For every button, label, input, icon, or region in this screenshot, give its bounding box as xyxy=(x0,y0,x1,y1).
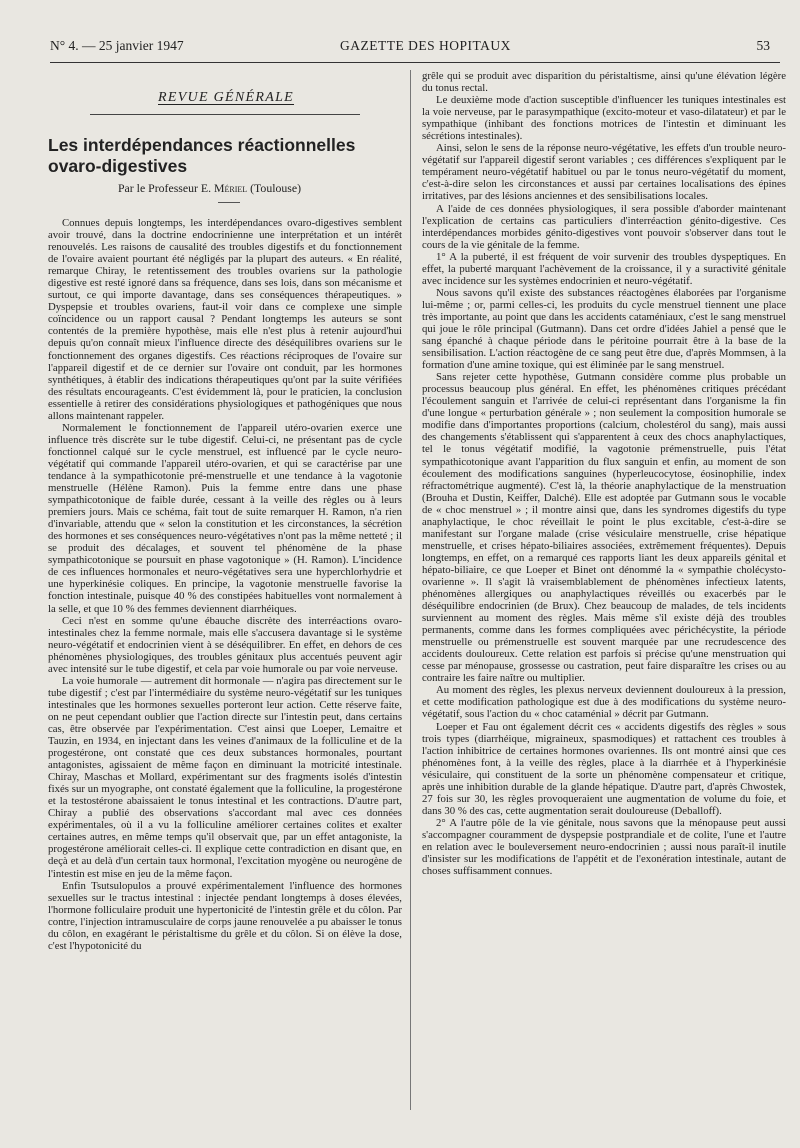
paragraph: A l'aide de ces données physiologiques, il sera possible d'aborder maintenant l'explication de certains cas particuliers d'interréaction génito-digestive. Ces interdépendances morbides génito-digestives vont pouvoir s'observer dans tout le cours de la vie génitale de la femme. xyxy=(422,202,786,251)
journal-title: GAZETTE DES HOPITAUX xyxy=(340,38,511,53)
paragraph: grêle qui se produit avec disparition du péristaltisme, ainsi qu'une élévation légère du tonus rectal. xyxy=(422,70,786,95)
right-column xyxy=(422,70,786,877)
page-header xyxy=(50,38,782,62)
title-dash xyxy=(218,202,240,203)
author-name: Mériel xyxy=(214,181,248,195)
page-number: 53 xyxy=(756,38,770,53)
paragraph: Normalement le fonctionnement de l'appareil utéro-ovarien exerce une influence très discrète sur le tube digestif. Celui-ci, ne présentant pas de cycle fonctionnel calqué sur le cycle menstruel, est influencé par le cycle neuro-végétatif qui commande l'appareil utéro-ovarien, et qui se caractérise par une tendance à la sympathicotonie pré-menstruelle et une tendance à la vagotonie menstruelle (Hélène Ramon). Puis la femme entre dans une phase sympathicotonique de faible durée, cessant à la veille des règles ou à leurs premiers jours. Mais ce schéma, fait tout de suite remarquer H. Ramon, n'a rien d'invariable, attendu que « selon la constitution et les circonstances, la sécrétion des hormones et ses conséquences neuro-végétatives n'ont pas la même netteté ; il se produit des décalages, et souvent tel phénomène de la phase sympathicotonique se poursuit en phase vagotonique » (H. Ramon). L'incidence de ces influences hormonales et neuro-végétatives sera une hyperchlorhydrie et une hyperkinésie coliques. En principe, la vagotonie menstruelle favorise la fonction intestinale, puisque 40 % des constipées habituelles vont normalement à la selle, et que 10 % des femmes deviennent diarrhéiques. xyxy=(48,421,402,615)
paragraph: Enfin Tsutsulopulos a prouvé expérimentalement l'influence des hormones sexuelles sur le tractus intestinal : injectée pendant longtemps à doses élevées, l'hormone folliculaire produit une hypertonicité de l'intestin grêle et du côlon. Par contre, l'injection intramusculaire de corps jaune renouvelée a pu abaisser le tonus du côlon, en exagérant le péristaltisme du grêle et du côlon. Si on élève la dose, c'est l'hypotonicité du xyxy=(48,879,402,952)
paragraph: Sans rejeter cette hypothèse, Gutmann considère comme plus probable un processus beaucoup plus général. En effet, les phénomènes critiques précédant l'écoulement sanguin et l'arrivée de celui-ci représentant dans l'organisme la fin d'une longue « perturbation générale » ; non seulement la composition humorale se modifie dans d'importantes proportions (calcium, cholestérol du sang), mais aussi des changements s'établissent qui s'apparentent à ceux des chocs anaphylactiques, tel le tonus végétatif modifié, la vagotonie prémenstruelle, puis l'état sympathicotonique avant l'apparition du flux sanguin et enfin, au moment de son écoulement des modifications sanguines (hyperleucocytose, éosinophilie, index réfractométrique augmenté). C'est là, la théorie anaphylactique de la menstruation (Brouha et Dustin, Keiffer, Dalché). Elle est adoptée par Gutmann sous le vocable de « choc menstruel » ; il montre ainsi que, dans les syndromes digestifs du type anaphylactique, le choc réveillait le point le plus excitable, c'est-à-dire se manifestant sur l'organe malade (crise vésiculaire menstruelle, crise hépatique menstruelle, et crises hépato-biliaires associées, extrêmement fréquentes). Depuis longtemps, en effet, on a remarqué ces rapports liant les deux appareils génital et hépato-biliaire, ce que Loeper et Binet ont dénommé la « sympathie cholécysto-ovarienne ». Il s'agit là vraisemblablement de phénomènes infectieux latents, phénomènes allergiques ou anaphylactiques réveillés ou exacerbés par le déséquilibre endocrinien (de Brux). Chez beaucoup de malades, de tels incidents surviennent au moment des règles. Mais même s'il existe déjà des troubles permanents, comme dans les formes compliquées avec périchécystite, la période menstruelle ou prémenstruelle est souvent marquée par une recrudescence des accidents douloureux. Cette relation est parfois si précise qu'une menstruation qui cesse par ménopause, grossesse ou castration, peut faire disparaître les crises ou au contraire les faire naître ou multiplier. xyxy=(422,371,786,685)
author-prefix: Par le Professeur E. xyxy=(118,181,214,195)
paragraph: Nous savons qu'il existe des substances réactogènes élaborées par l'organisme lui-même ; or, parmi celles-ci, les produits du cycle menstruel tiennent une place très importante, au point que dans les accidents cataméniaux, c'est le sang menstruel qui joue le rôle principal (Gutmann). Dans cet ordre d'idées Jahiel a pensé que le sang épanché à chaque période dans le péritoine pourrait être à la base de la sensibilisation. L'action réactogène de ce sang peut être due, d'après Mommsen, à la formation d'une amine toxique, qui est éliminée par le sang menstruel. xyxy=(422,286,786,372)
paragraph: Au moment des règles, les plexus nerveux deviennent douloureux à la pression, et cette modification pathologique est due à des modifications du système neuro-végétatif, sous l'action du « choc cataménial » décrit par Gutmann. xyxy=(422,684,786,721)
right-body xyxy=(422,70,786,877)
paragraph: 2° A l'autre pôle de la vie génitale, nous savons que la ménopause peut aussi s'accompagner couramment de dyspepsie postprandiale et de colite, l'une et l'autre en relation avec le bouleversement neuro-endocrinien ; aussi nous paraît-il inutile d'insister sur les modifications de l'appétit et de l'exonération intestinale, autant de choses suffisamment connues. xyxy=(422,816,786,878)
paragraph: Loeper et Fau ont également décrit ces « accidents digestifs des règles » sous trois types (diarrhéique, migraineux, spasmodiques) et rattachent ces troubles à l'action inhibitrice de certaines hormones ovariennes. Ils ont montré ainsi que ces phénomènes font, à la veille des règles, place à la diarrhée et à l'hyperkinésie vésiculaire, qui constituent de la sorte un phénomène compensateur et critique, après une inhibition durable de la glande hépatique. D'autre part, d'après Chwostek, 27 fois sur 30, les règles provoqueraient une augmentation de volume du foie, et dans 30 % des cas, cette augmentation serait douloureuse (Deballoff). xyxy=(422,720,786,817)
issue-date: N° 4. — 25 janvier 1947 xyxy=(50,38,184,53)
paragraph: Ceci n'est en somme qu'une ébauche discrète des interréactions ovaro-intestinales chez la femme normale, mais elle s'accusera davantage si le système neuro-végétatif et endocrinien vient à se déséquilibrer. En effet, en dehors de ces phénomènes physiologiques, des troubles génitaux plus accentués peuvent agir avec intensité sur le tube digestif, et cela par voie humorale ou par voie nerveuse. xyxy=(48,614,402,675)
paragraph: 1° A la puberté, il est fréquent de voir survenir des troubles dyspeptiques. En effet, la puberté marquant l'achèvement de la croissance, il y a suractivité génitale avec incidence sur les systèmes endocrinien et neuro-végétatif. xyxy=(422,250,786,287)
paragraph: La voie humorale — autrement dit hormonale — n'agira pas directement sur le tube digestif ; c'est par l'intermédiaire du système neuro-végétatif sur les tuniques intestinales que les hormones sexuelles porteront leur action. Cette réserve faite, on ne peut cependant oublier que l'action directe sur l'intestin peut, dans certains cas, être observée par l'expérimentation. C'est ainsi que Loeper, Lemaitre et Tauzin, en 1934, en injectant dans les veines d'animaux de la folliculine et de la progestérone, ont constaté que ces deux substances hormonales, pourtant antagonistes, agissaient de même façon en diminuant la motricité intestinale. Chiray, Maschas et Mollard, expérimentant sur des fragments isolés d'intestin fixés sur un myographe, ont constaté également que la folliculine, la progestérone et la testostérone abaissaient le tonus intestinal et les contractions. D'autre part, Chiray a publié des observations s'accordant mal avec ces données expérimentales, où il a vu la folliculine améliorer certaines colites et exalter certaines autres, en même temps qu'il observait que, par un effet antagoniste, la progestérone améliorait celles-ci. Il explique cette contradiction en disant que, en deçà et au delà d'un certain taux hormonal, l'excitation myogène ou neurogène de l'intestin est mise en jeu de la même façon. xyxy=(48,674,402,880)
author-affiliation: (Toulouse) xyxy=(247,181,302,195)
article-title: Les interdépendances réactionnelles ovaro-digestives xyxy=(48,135,356,176)
left-column xyxy=(48,72,402,952)
header-rule xyxy=(50,62,780,63)
paragraph: Le deuxième mode d'action susceptible d'influencer les tuniques intestinales est la voie nerveuse, par le parasympathique (excito-moteur et vaso-dilatateur) et par le sympathique (inhibant des fonctions motrices de l'intestin et diminuant les sécrétions intestinales). xyxy=(422,94,786,143)
section-rule xyxy=(90,114,360,115)
column-divider xyxy=(410,70,411,1110)
paragraph: Connues depuis longtemps, les interdépendances ovaro-digestives semblent avoir trouvé, dans la doctrine endocrinienne une interprétation et un intérêt renouvelés. Les raisons de causalité des troubles digestifs et du fonctionnement de l'ovaire avaient pourtant été négligés par la plupart des auteurs. « En réalité, remarque Chiray, le retentissement des troubles ovariens sur la pathologie digestive est resté ignoré dans sa fréquence, dans ses lois, dans son mécanisme et surtout, ce qui importe davantage, dans ses conséquences thérapeutiques. » Dyspepsie et troubles ovariens, faut-il voir dans ce complexe une simple coïncidence ou un rapport causal ? Pendant longtemps les auteurs se sont contentés de la première hypothèse, mais elle n'est plus à retenir aujourd'hui depuis qu'on connaît mieux l'influence directe des déséquilibres ovariens sur le fonctionnement des organes digestifs. Ces réactions réciproques de l'ovaire sur l'appareil digestif et de ce dernier sur l'ovaire ont conduit, par les hormones synthétiques, à établir des indications thérapeutiques qu'ont par la suite vérifiées des résultats encourageants. C'est évidemment là, pour le praticien, la conclusion essentielle à retirer des considérations physiologiques et pathogéniques que nous allons maintenant rappeler. xyxy=(48,217,402,422)
left-body xyxy=(48,217,402,952)
section-heading: REVUE GÉNÉRALE xyxy=(158,90,295,105)
author-line xyxy=(118,181,402,196)
paragraph: Ainsi, selon le sens de la réponse neuro-végétative, les effets d'un trouble neuro-végétatif sur l'appareil digestif seront variables ; ces différences s'expliquent par le tempérament neuro-végétatif habituel ou par le tonus neuro-végétatif du moment, c'est-à-dire selon les circonstances et aussi par certaines localisations des épines irritatives, par des lésions anciennes et des sensibilisations locales. xyxy=(422,142,786,203)
